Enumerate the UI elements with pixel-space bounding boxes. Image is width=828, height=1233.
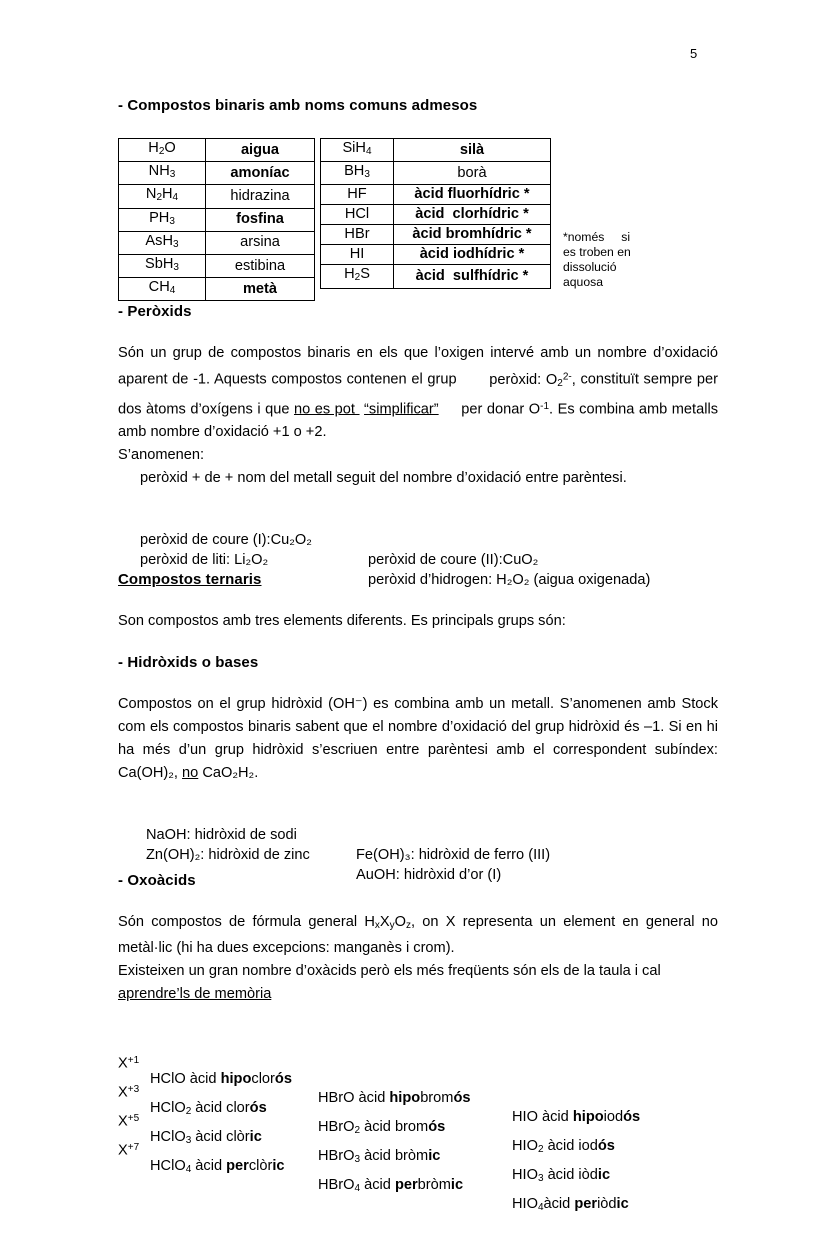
formula: HIO xyxy=(512,1196,538,1213)
prefix-bold: per xyxy=(574,1196,598,1213)
suffix-bold: ic xyxy=(597,1167,611,1184)
root: iòd xyxy=(578,1167,598,1184)
formula-sub: 3 xyxy=(185,1135,192,1147)
cell-formula: $H_2S$ xyxy=(321,265,394,288)
cell-name: arsina xyxy=(206,231,315,254)
acid-word: àcid xyxy=(191,1100,227,1117)
acid-word: àcid xyxy=(360,1177,395,1194)
heading-oxoacids: - Oxoàcids xyxy=(118,872,196,890)
suffix-bold: ic xyxy=(272,1158,285,1175)
root: bròm xyxy=(417,1177,451,1194)
hidroxid-text-end: CaO₂H₂. xyxy=(198,765,259,782)
acid-word: àcid xyxy=(191,1158,227,1175)
prefix-bold: hipo xyxy=(572,1109,604,1126)
formula: HClO xyxy=(150,1129,186,1146)
example-col2: peròxid d’hidrogen: H₂O₂ (aigua oxigenada) xyxy=(368,572,651,589)
oxoacid-sub-x: x xyxy=(374,920,380,932)
suffix-bold: ic xyxy=(428,1148,441,1165)
acid-word: àcid xyxy=(543,1138,579,1155)
cell-formula: $H_2O$ xyxy=(119,139,206,162)
suffix-bold: ós xyxy=(623,1109,641,1126)
binary-compounds-tables xyxy=(118,138,718,297)
cell-name: amoníac xyxy=(206,162,315,185)
peroxid-text-b: constituït sempre per dos àtoms d’oxígens i que xyxy=(118,371,718,418)
example-col2: AuOH: hidròxid d’or (I) xyxy=(356,867,502,884)
cell-formula: $CH_4$ xyxy=(119,278,206,301)
formula-sub: 3 xyxy=(537,1173,544,1185)
acid-word: àcid xyxy=(543,1167,579,1184)
oxidation-state-label: $X^{+7}$ xyxy=(118,1142,140,1159)
formula: HIO xyxy=(512,1138,538,1155)
table-row xyxy=(119,254,315,277)
hidroxid-text: Compostos on el grup hidròxid (OH⁻) es combina amb un metall. S’anomenen amb Stock com els compostos binaris sabent que el nombre d’oxidació del grup hidròxid és –1. Si en hi ha més d’un grup hidròxid s’escriuen entre parèntesi amb el correspondent subíndex: Ca(OH)₂, xyxy=(118,696,718,782)
oxoacid-O: O xyxy=(394,914,406,931)
peroxid-text-c: donar O xyxy=(486,401,541,418)
acid-word: àcid xyxy=(543,1196,575,1213)
cell-formula: $BH_3$ xyxy=(321,162,394,185)
peroxid-charge: 2- xyxy=(562,371,572,382)
peroxid-text-a: Són un grup de compostos binaris en els que l’oxigen intervé amb un nombre d’oxidació aparent de -1. Aquests compostos contenen el grup xyxy=(118,345,718,388)
formula-sub: 2 xyxy=(537,1144,544,1156)
suffix-bold: ós xyxy=(453,1090,471,1107)
paragraph-ternaris-intro: Son compostos amb tres elements diferents. Es principals grups són: xyxy=(118,613,566,630)
formula: HClO xyxy=(150,1071,186,1088)
table-row xyxy=(119,162,315,185)
root: iòd xyxy=(597,1196,617,1213)
footnote-line: aquosa xyxy=(563,275,603,289)
cell-formula: SbH$_3$ xyxy=(119,254,206,277)
heading-hidroxids: - Hidròxids o bases xyxy=(118,654,259,672)
paragraph-peroxid-naming-rule: peròxid + de + nom del metall seguit del nombre d’oxidació entre parèntesi. xyxy=(140,470,627,487)
oxoacid-cell-i xyxy=(512,1166,610,1188)
oxoacid-X: X xyxy=(379,914,390,931)
peroxid-group-label: peròxid: $O_2^{2-}$, xyxy=(456,371,576,389)
root: brom xyxy=(420,1090,454,1107)
table-row xyxy=(119,139,315,162)
cell-name: aigua xyxy=(206,139,315,162)
prefix-bold: hipo xyxy=(389,1090,421,1107)
prefix-bold: per xyxy=(394,1177,418,1194)
footnote-line: es troben en xyxy=(563,245,631,259)
formula: HClO xyxy=(150,1100,186,1117)
oxidation-sup: +7 xyxy=(127,1142,140,1154)
cell-formula: HI xyxy=(321,245,394,265)
paragraph-hidroxids-definition xyxy=(118,693,718,785)
table-row xyxy=(321,185,551,205)
footnote-line: dissolució xyxy=(563,260,617,274)
suffix-bold: ós xyxy=(597,1138,615,1155)
oxidation-sup: +5 xyxy=(127,1113,140,1125)
example-col2: Fe(OH)₃: hidròxid de ferro (III) xyxy=(356,847,551,864)
cell-name: metà xyxy=(206,278,315,301)
oxoacid-text-post: , on X representa un element en general no metàl·lic (hi ha dues excepcions: manganès i crom). xyxy=(118,914,718,957)
table-row xyxy=(321,225,551,245)
peroxid-underline-simplificar: “simplificar” xyxy=(364,401,439,418)
cell-name: àcid fluorhídric * xyxy=(394,185,551,205)
cell-name: silà xyxy=(394,139,551,162)
example-col1: peròxid de coure (I):Cu₂O₂ xyxy=(140,532,312,549)
suffix-bold: ic xyxy=(450,1177,464,1194)
suffix-bold: ós xyxy=(249,1100,267,1117)
suffix-bold: ós xyxy=(274,1071,292,1088)
root: iod xyxy=(578,1138,598,1155)
oxoacid-underline-memoria: aprendre’ls de memòria xyxy=(118,986,272,1003)
acid-word: àcid xyxy=(191,1129,227,1146)
example-col1: NaOH: hidròxid de sodi xyxy=(146,827,297,844)
table-common-names-left xyxy=(118,138,315,301)
oxoacid-cell-i xyxy=(512,1195,629,1217)
document-content xyxy=(118,96,719,1214)
heading-compostos-ternaris: Compostos ternaris xyxy=(118,571,262,589)
example-col1: peròxid de liti: Li₂O₂ xyxy=(140,552,269,569)
cell-formula: HBr xyxy=(321,225,394,245)
table-row xyxy=(119,278,315,301)
formula: HBrO xyxy=(318,1148,355,1165)
cell-name: hidrazina xyxy=(206,185,315,208)
acid-word: àcid xyxy=(537,1109,573,1126)
table-common-names-right xyxy=(320,138,551,289)
formula: HBrO xyxy=(318,1119,355,1136)
root: clor xyxy=(226,1100,250,1117)
root: clòr xyxy=(226,1129,250,1146)
page-number: 5 xyxy=(690,46,698,61)
root: bròm xyxy=(394,1148,429,1165)
acid-word: àcid xyxy=(360,1148,395,1165)
example-col1: Zn(OH)₂: hidròxid de zinc xyxy=(146,847,310,864)
cell-formula: $PH_3$ xyxy=(119,208,206,231)
formula-sub: 2 xyxy=(185,1106,192,1118)
formula: HIO xyxy=(512,1167,538,1184)
suffix-bold: ic xyxy=(249,1129,262,1146)
cell-name: fosfina xyxy=(206,208,315,231)
example-col2: peròxid de coure (II):CuO₂ xyxy=(368,552,539,569)
cell-name: estibina xyxy=(206,254,315,277)
formula-sub: 3 xyxy=(354,1154,361,1166)
oxoacid-text-pre: Són compostos de fórmula general H xyxy=(118,914,375,931)
peroxid-subscript: 2 xyxy=(557,377,563,389)
oxoacid-cell-cl xyxy=(150,1157,285,1179)
cell-formula: SiH$_4$ xyxy=(321,139,394,162)
cell-formula: HCl xyxy=(321,205,394,225)
oxoacids-table xyxy=(118,1032,718,1214)
footnote-aqueous-solution xyxy=(563,230,653,290)
oxoacid-sub-z: z xyxy=(405,920,411,932)
oxidation-state-label: $X^{+1}$ xyxy=(118,1055,140,1072)
formula: HIO xyxy=(512,1109,538,1126)
cell-name: àcid sulfhídric * xyxy=(394,265,551,288)
cell-formula: $NH_3$ xyxy=(119,162,206,185)
formula-sub: 2 xyxy=(354,1125,361,1137)
formula: HBrO xyxy=(318,1090,355,1107)
oxoacid-row xyxy=(118,1119,718,1214)
hidroxid-underline-no: no xyxy=(182,765,199,782)
oxidation-sup: +1 xyxy=(127,1055,140,1067)
root: brom xyxy=(394,1119,429,1136)
paragraph-oxoacids-formula xyxy=(118,911,718,960)
cell-name: àcid iodhídric * xyxy=(394,245,551,265)
acid-word: àcid xyxy=(354,1090,390,1107)
table-row xyxy=(321,162,551,185)
suffix-bold: ic xyxy=(616,1196,629,1213)
table-row xyxy=(119,208,315,231)
oxoacid-sub-y: y xyxy=(389,920,395,932)
oxoacid-text-b: Existeixen un gran nombre d’oxàcids però els més freqüents són els de la taula i cal xyxy=(118,963,661,980)
formula: HBrO xyxy=(318,1177,355,1194)
prefix-bold: per xyxy=(226,1158,249,1175)
paragraph-peroxids-definition: Són un grup de compostos binaris en els que l’oxigen intervé amb un nombre d’oxidació aparent de -1. Aquests compostos contenen el grup peròxid: $O_2^{2-}$, constituït sempre per dos àtoms d’oxígens i que no es pot “simplificar” per donar $O^{-1}$. Es combina amb metalls amb nombre d’oxidació +1 o +2. xyxy=(118,345,719,441)
root: clor xyxy=(251,1071,275,1088)
peroxid-text-d: . Es combina amb metalls amb nombre d’oxidació +1 o +2. xyxy=(118,401,719,441)
root: iod xyxy=(603,1109,624,1126)
table-row xyxy=(321,205,551,225)
cell-name: àcid clorhídric * xyxy=(394,205,551,225)
formula: HClO xyxy=(150,1158,186,1175)
acid-word: àcid xyxy=(360,1119,395,1136)
oxidation-state-label: $X^{+5}$ xyxy=(118,1113,140,1130)
oxidation-sup: +3 xyxy=(127,1084,140,1096)
suffix-bold: ós xyxy=(428,1119,446,1136)
heading-peroxids: - Peròxids xyxy=(118,303,192,320)
cell-formula: AsH$_3$ xyxy=(119,231,206,254)
cell-formula: $N_2H_4$ xyxy=(119,185,206,208)
root: clòr xyxy=(248,1158,273,1175)
cell-name: àcid bromhídric * xyxy=(394,225,551,245)
table-row xyxy=(321,265,551,288)
heading-compostos-binaris: - Compostos binaris amb noms comuns admesos xyxy=(118,97,478,114)
table-row xyxy=(321,245,551,265)
peroxid-underline-no-es-pot: no es pot xyxy=(293,401,360,418)
table-row xyxy=(119,185,315,208)
table-row xyxy=(119,231,315,254)
paragraph-sanomenen: S’anomenen: xyxy=(118,447,205,464)
oxidation-state-label: $X^{+3}$ xyxy=(118,1084,140,1101)
oxoacid-cell-br xyxy=(318,1176,463,1198)
formula-sub: 4 xyxy=(537,1202,544,1214)
prefix-bold: hipo xyxy=(220,1071,252,1088)
oxoacid-cell-br xyxy=(318,1147,440,1169)
formula-sub: 4 xyxy=(185,1164,192,1176)
footnote-line: *només si xyxy=(563,230,631,244)
cell-formula: HF xyxy=(321,185,394,205)
table-row xyxy=(321,139,551,162)
paragraph-oxoacids-memoria xyxy=(118,960,718,1006)
formula-sub: 4 xyxy=(354,1183,361,1195)
cell-name: borà xyxy=(394,162,551,185)
acid-word: àcid xyxy=(185,1071,221,1088)
peroxid-oxide-charge: -1 xyxy=(540,400,550,412)
